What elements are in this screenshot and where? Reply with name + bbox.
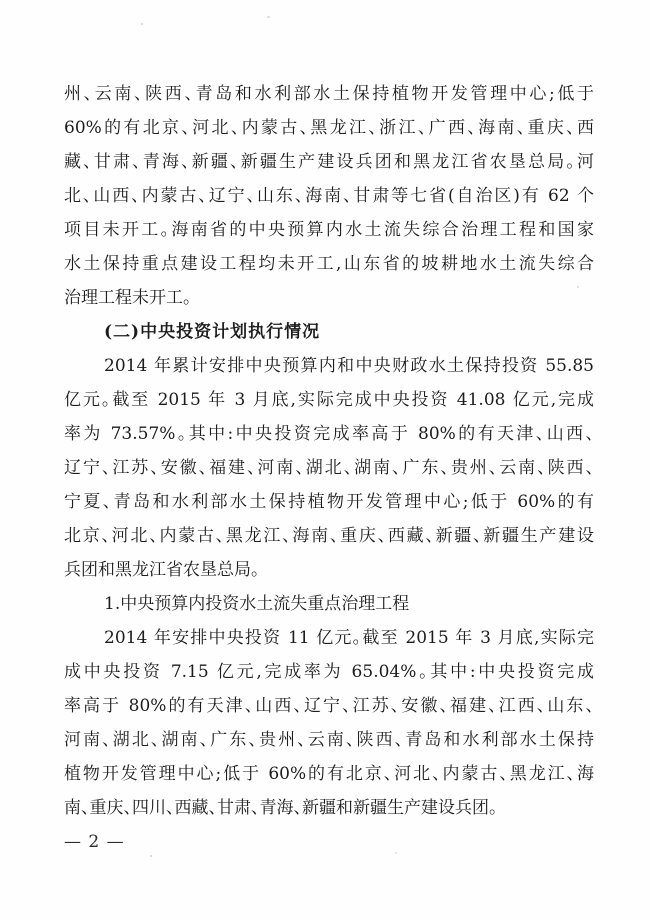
scan-speck (395, 852, 397, 854)
text-line: 兵团和黑龙江省农垦总局。 (64, 560, 260, 580)
text-line: 藏、甘肃、青海、新疆、新疆生产建设兵团和黑龙江省农垦总局。河 (64, 152, 594, 172)
text-line: 60%的有北京、河北、内蒙古、黑龙江、浙江、广西、海南、重庆、西 (64, 118, 594, 138)
text-line: 州、云南、陕西、青岛和水利部水土保持植物开发管理中心;低于 (64, 84, 594, 104)
text-line: 率高于 80%的有天津、山西、辽宁、江苏、安徽、福建、江西、山东、 (64, 696, 594, 716)
document-body (64, 77, 594, 825)
text-line: 河南、湖北、湖南、广东、贵州、云南、陕西、青岛和水利部水土保持 (64, 730, 594, 750)
text-line: 植物开发管理中心;低于 60%的有北京、河北、内蒙古、黑龙江、海 (64, 764, 594, 784)
scan-speck (577, 286, 579, 288)
scan-speck (141, 23, 143, 25)
text-line: 辽宁、江苏、安徽、福建、河南、湖北、湖南、广东、贵州、云南、陕西、 (64, 458, 594, 478)
text-line: 项目未开工。海南省的中央预算内水土流失综合治理工程和国家 (64, 220, 594, 240)
page-number: — 2 — (64, 832, 125, 852)
text-line: 亿元。截至 2015 年 3 月底,实际完成中央投资 41.08 亿元,完成 (64, 390, 594, 410)
text-line: 2014 年累计安排中央预算内和中央财政水土保持投资 55.85 (104, 356, 594, 376)
scan-speck (267, 16, 270, 18)
text-line: 水土保持重点建设工程均未开工,山东省的坡耕地水土流失综合 (64, 254, 594, 274)
text-line: 北京、河北、内蒙古、黑龙江、海南、重庆、西藏、新疆、新疆生产建设 (64, 526, 594, 546)
text-line: 治理工程未开工。 (64, 288, 192, 308)
text-line: 宁夏、青岛和水利部水土保持植物开发管理中心;低于 60%的有 (64, 492, 594, 512)
text-line: 率为 73.57%。其中:中央投资完成率高于 80%的有天津、山西、 (64, 424, 594, 444)
text-line: 2014 年安排中央投资 11 亿元。截至 2015 年 3 月底,实际完 (104, 628, 594, 648)
heading-line: 1.中央预算内投资水土流失重点治理工程 (104, 594, 410, 614)
text-line: 成中央投资 7.15 亿元,完成率为 65.04%。其中:中央投资完成 (64, 662, 594, 682)
heading-line: (二)中央投资计划执行情况 (104, 322, 321, 342)
scan-speck (150, 855, 152, 857)
text-line: 北、山西、内蒙古、辽宁、山东、海南、甘肃等七省(自治区)有 62 个 (64, 186, 594, 206)
text-line: 南、重庆、四川、西藏、甘肃、青海、新疆和新疆生产建设兵团。 (64, 798, 498, 818)
